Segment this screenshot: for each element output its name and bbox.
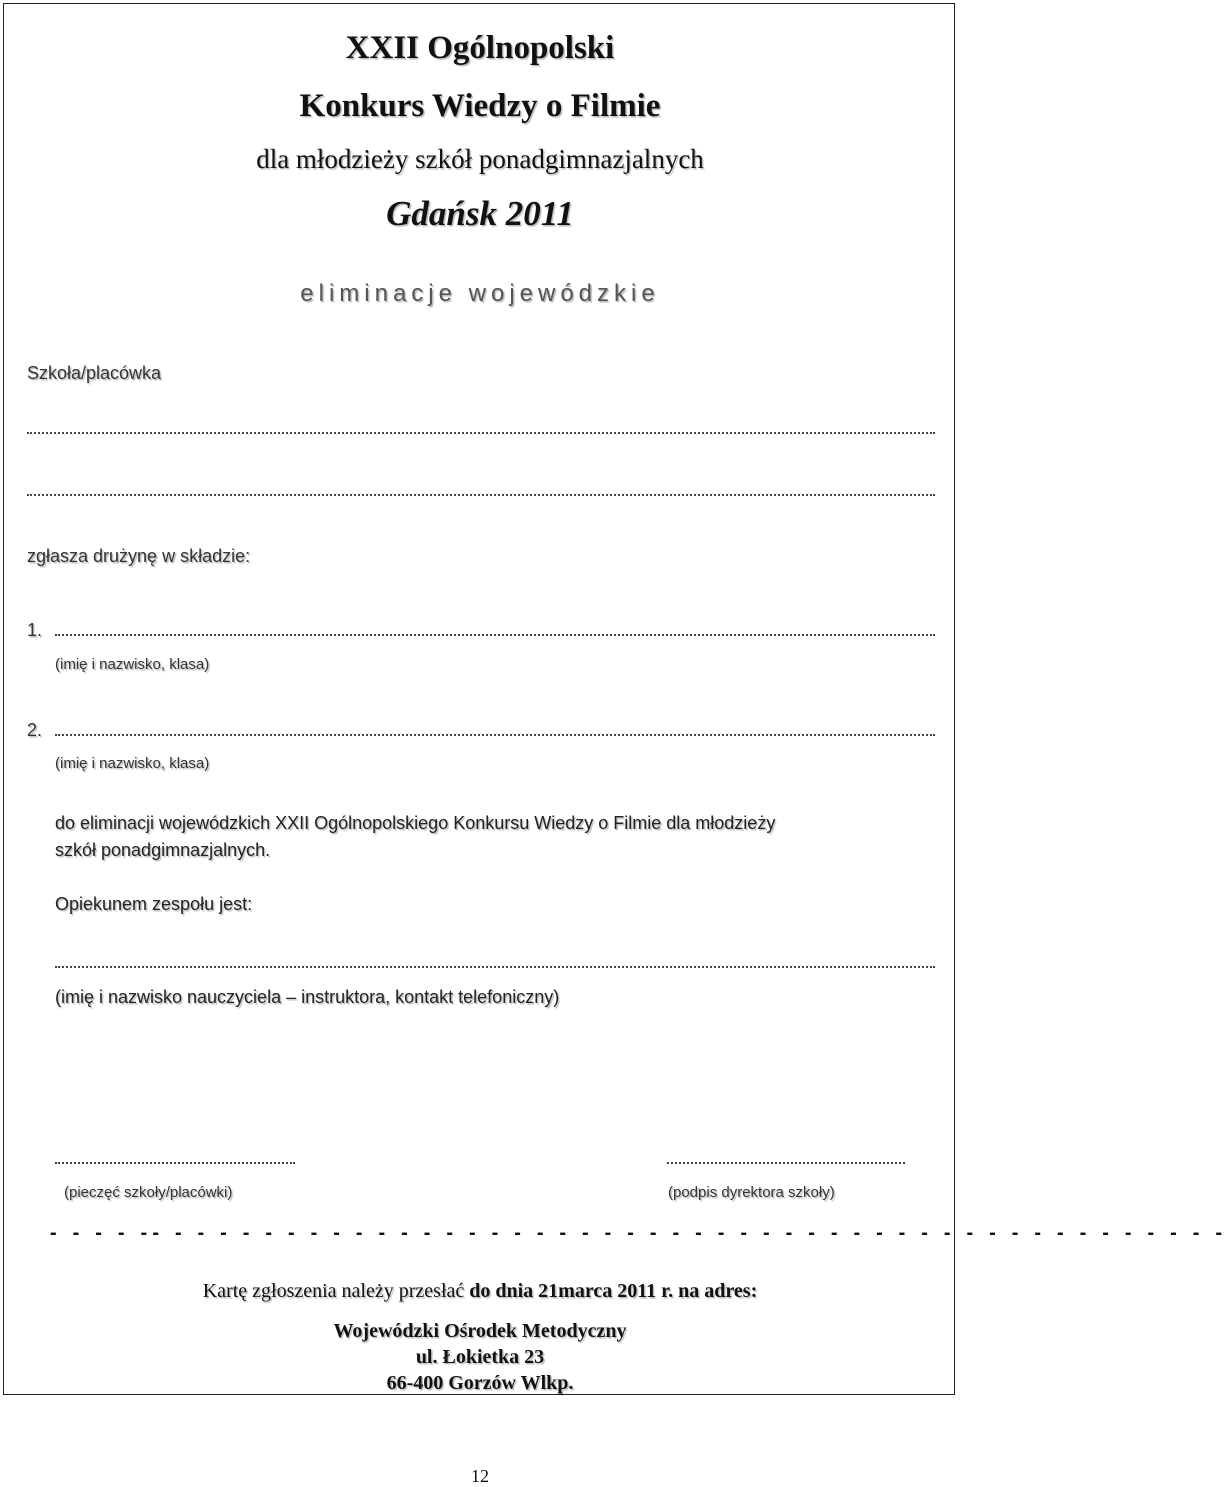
member-2-hint: (imię i nazwisko, klasa) <box>55 755 210 772</box>
signature-hint: (podpis dyrektora szkoły) <box>668 1184 835 1201</box>
school-field-line-2[interactable] <box>27 494 935 496</box>
subtitle: dla młodzieży szkół ponadgimnazjalnych <box>256 144 704 174</box>
stamp-field[interactable] <box>55 1162 295 1164</box>
entry-paragraph-line-2: szkół ponadgimnazjalnych. <box>55 840 271 860</box>
send-instruction <box>0 1280 960 1303</box>
guardian-label: Opiekunem zespołu jest: <box>55 894 253 914</box>
member-1-field[interactable] <box>55 634 935 636</box>
member-2-field[interactable] <box>55 734 935 736</box>
school-label: Szkoła/placówka <box>27 363 162 383</box>
address-line-1: Wojewódzki Ośrodek Metodyczny <box>333 1320 627 1342</box>
city-year: Gdańsk 2011 <box>386 194 574 233</box>
address-line-3: 66-400 Gorzów Wlkp. <box>386 1372 574 1394</box>
page-number: 12 <box>471 1466 489 1486</box>
signature-field[interactable] <box>667 1162 905 1164</box>
team-label: zgłasza drużynę w składzie: <box>27 546 251 566</box>
round-name: eliminacje wojewódzkie <box>300 280 660 307</box>
guardian-field[interactable] <box>55 966 935 968</box>
school-field-line-1[interactable] <box>27 432 935 434</box>
title-line-2: Konkurs Wiedzy o Filmie <box>299 88 661 124</box>
cut-separator: - - - - -- - - - - - - - - - - - - - - - - - - - - - - - - - - - - - - - - - - - - - - - - - - - - - - - <box>50 1222 1227 1244</box>
member-2-number: 2. <box>27 720 43 740</box>
stamp-hint: (pieczęć szkoły/placówki) <box>64 1184 233 1201</box>
address-line-2: ul. Łokietka 23 <box>415 1346 545 1368</box>
send-instruction-deadline: do dnia 21marca 2011 r. na adres: <box>469 1280 758 1302</box>
title-line-1: XXII Ogólnopolski <box>345 30 615 66</box>
guardian-hint: (imię i nazwisko nauczyciela – instruktora, kontakt telefoniczny) <box>55 987 560 1007</box>
member-1-number: 1. <box>27 620 43 640</box>
send-instruction-prefix: Kartę zgłoszenia należy przesłać <box>202 1280 465 1302</box>
entry-paragraph-line-1: do eliminacji wojewódzkich XXII Ogólnopolskiego Konkursu Wiedzy o Filmie dla młodzieży <box>55 813 776 833</box>
member-1-hint: (imię i nazwisko, klasa) <box>55 656 210 673</box>
